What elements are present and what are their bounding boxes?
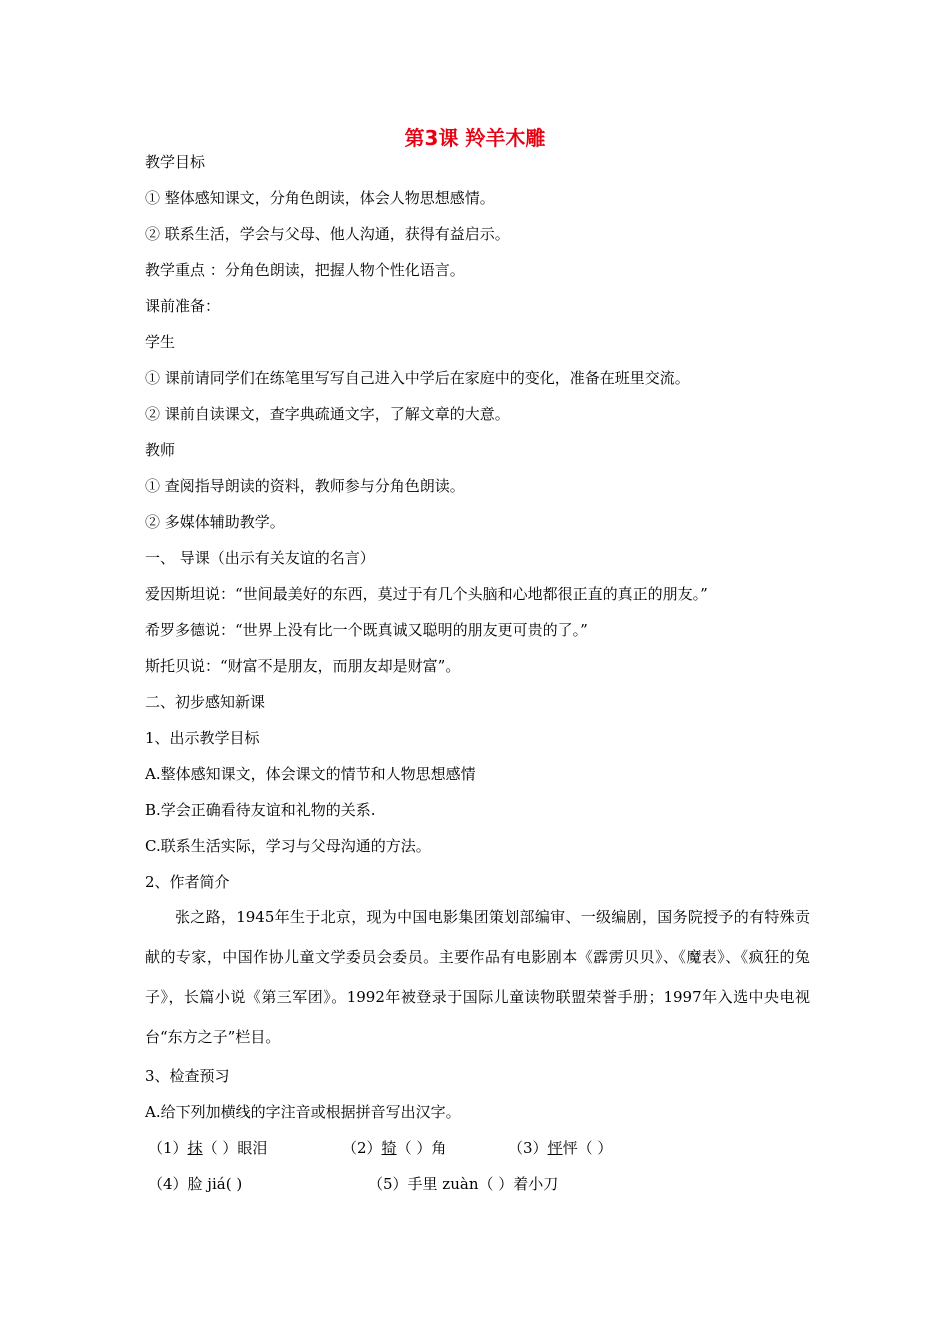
exercise-3 <box>508 1138 612 1158</box>
author-bio: 张之路，1945年生于北京，现为中国电影集团策划部编审、一级编剧，国务院授予的有特殊贡献的专家，中国作协儿童文学委员会委员。主要作品有电影剧本《霹雳贝贝》、《魔表》、《疯狂的兔子》，长篇小说《第三军团》。1992年被登录于国际儿童读物联盟荣誉手册；1997年入选中央电视台“东方之子”栏目。 <box>145 908 810 1046</box>
exercise-1-number: （1） <box>148 1139 188 1157</box>
exercise-2 <box>342 1138 446 1158</box>
teacher-item-1: ① 查阅指导朗读的资料，教师参与分角色朗读。 <box>145 477 465 495</box>
exercise-intro: A.给下列加横线的字注音或根据拼音写出汉字。 <box>145 1103 461 1121</box>
exercise-2-underlined-char: 犄 <box>381 1139 397 1157</box>
subsection-3-heading: 3、检查预习 <box>145 1067 230 1085</box>
exercise-1-underlined-char: 抹 <box>187 1139 203 1157</box>
objective-1: ① 整体感知课文，分角色朗读，体会人物思想感情。 <box>145 189 495 207</box>
exercise-1-rest: （ ）眼泪 <box>202 1139 268 1157</box>
subsection-1-heading: 1、出示教学目标 <box>145 729 260 747</box>
key-point: 教学重点 ：分角色朗读，把握人物个性化语言。 <box>145 261 465 279</box>
teacher-item-2: ② 多媒体辅助教学。 <box>145 513 285 531</box>
goal-b: B.学会正确看待友谊和礼物的关系. <box>145 801 376 819</box>
student-item-1: ① 课前请同学们在练笔里写写自己进入中学后在家庭中的变化，准备在班里交流。 <box>145 369 690 387</box>
goal-a: A.整体感知课文，体会课文的情节和人物思想感情 <box>145 765 476 783</box>
exercise-2-rest: （ ）角 <box>396 1139 447 1157</box>
teacher-heading: 教师 <box>145 441 176 459</box>
exercise-1 <box>148 1138 267 1158</box>
preparation-heading: 课前准备： <box>145 297 221 315</box>
section-1-heading: 一、 导课（出示有关友谊的名言） <box>145 549 375 567</box>
student-item-2: ② 课前自读课文，查字典疏通文字，了解文章的大意。 <box>145 405 510 423</box>
exercise-3-number: （3） <box>508 1139 548 1157</box>
exercise-3-underlined-char: 怦 <box>547 1139 563 1157</box>
quote-herodotus: 希罗多德说：“世界上没有比一个既真诚又聪明的朋友更可贵的了。” <box>145 621 588 639</box>
student-heading: 学生 <box>145 333 176 351</box>
quote-stobaeus: 斯托贝说：“财富不是朋友，而朋友却是财富”。 <box>145 657 461 675</box>
objective-2: ② 联系生活，学会与父母、他人沟通，获得有益启示。 <box>145 225 510 243</box>
exercise-2-number: （2） <box>342 1139 382 1157</box>
section-2-heading: 二、初步感知新课 <box>145 693 266 711</box>
exercise-4: （4）脸 jiá( ) <box>148 1175 243 1193</box>
lesson-title: 第3课 羚羊木雕 <box>404 126 546 150</box>
goal-c: C.联系生活实际，学习与父母沟通的方法。 <box>145 837 431 855</box>
exercise-5: （5）手里 zuàn（ ）着小刀 <box>368 1175 559 1193</box>
subsection-2-heading: 2、作者简介 <box>145 873 230 891</box>
objectives-heading: 教学目标 <box>145 153 206 171</box>
quote-einstein: 爱因斯坦说：“世间最美好的东西，莫过于有几个头脑和心地都很正直的真正的朋友。” <box>145 585 708 603</box>
exercise-3-rest: 怦（ ） <box>562 1139 613 1157</box>
